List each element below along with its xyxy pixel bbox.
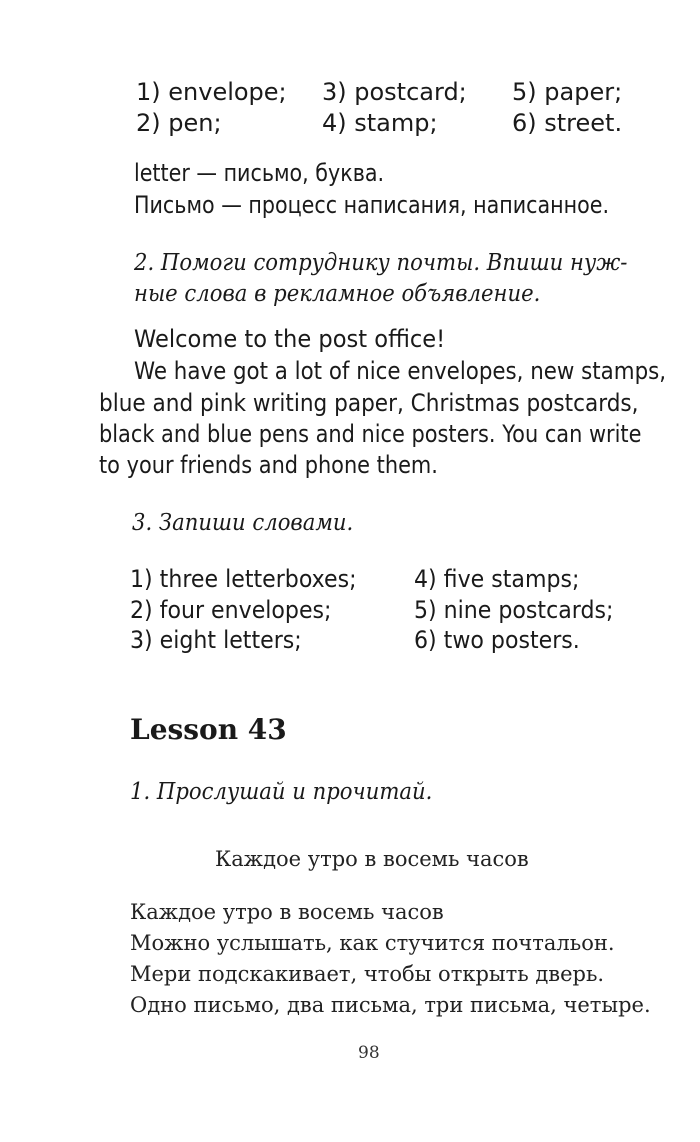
task-3-item-6: 6) two posters. bbox=[414, 626, 580, 654]
lesson-title: Lesson 43 bbox=[130, 713, 287, 746]
option-5: 5) paper; bbox=[512, 78, 623, 106]
ad-line-5: to your friends and phone them. bbox=[99, 451, 438, 479]
task-2-line-1: 2. Помоги сотруднику почты. Впиши нуж- bbox=[134, 250, 628, 276]
lesson-task-1: 1. Прослушай и прочитай. bbox=[130, 779, 433, 805]
task-3-item-4: 4) five stamps; bbox=[414, 565, 580, 593]
note-line-2: Письмо — процесс написания, написанное. bbox=[134, 191, 610, 219]
ad-line-1: Welcome to the post office! bbox=[134, 325, 446, 353]
poem-line-2: Можно услышать, как стучится почтальон. bbox=[130, 931, 615, 955]
ad-line-4: black and blue pens and nice posters. You can write bbox=[99, 420, 642, 448]
poem-line-1: Каждое утро в восемь часов bbox=[130, 900, 444, 924]
task-3-item-5: 5) nine postcards; bbox=[414, 596, 614, 624]
poem-line-4: Одно письмо, два письма, три письма, четыре. bbox=[130, 993, 651, 1017]
task-3-title: 3. Запиши словами. bbox=[132, 510, 354, 536]
option-1: 1) envelope; bbox=[136, 78, 287, 106]
task-3-item-2: 2) four envelopes; bbox=[130, 596, 332, 624]
option-6: 6) street. bbox=[512, 109, 623, 137]
note-line-1: letter — письмо, буква. bbox=[134, 159, 385, 187]
task-3-item-3: 3) eight letters; bbox=[130, 626, 302, 654]
option-4: 4) stamp; bbox=[322, 109, 438, 137]
option-2: 2) pen; bbox=[136, 109, 222, 137]
page-number: 98 bbox=[358, 1043, 380, 1063]
poem-title: Каждое утро в восемь часов bbox=[215, 847, 529, 871]
poem-line-3: Мери подскакивает, чтобы открыть дверь. bbox=[130, 962, 605, 986]
option-3: 3) postcard; bbox=[322, 78, 467, 106]
ad-line-3: blue and pink writing paper, Christmas postcards, bbox=[99, 389, 639, 417]
task-3-item-1: 1) three letterboxes; bbox=[130, 565, 357, 593]
task-2-line-2: ные слова в рекламное объявление. bbox=[134, 281, 541, 307]
ad-line-2: We have got a lot of nice envelopes, new stamps, bbox=[134, 357, 667, 385]
